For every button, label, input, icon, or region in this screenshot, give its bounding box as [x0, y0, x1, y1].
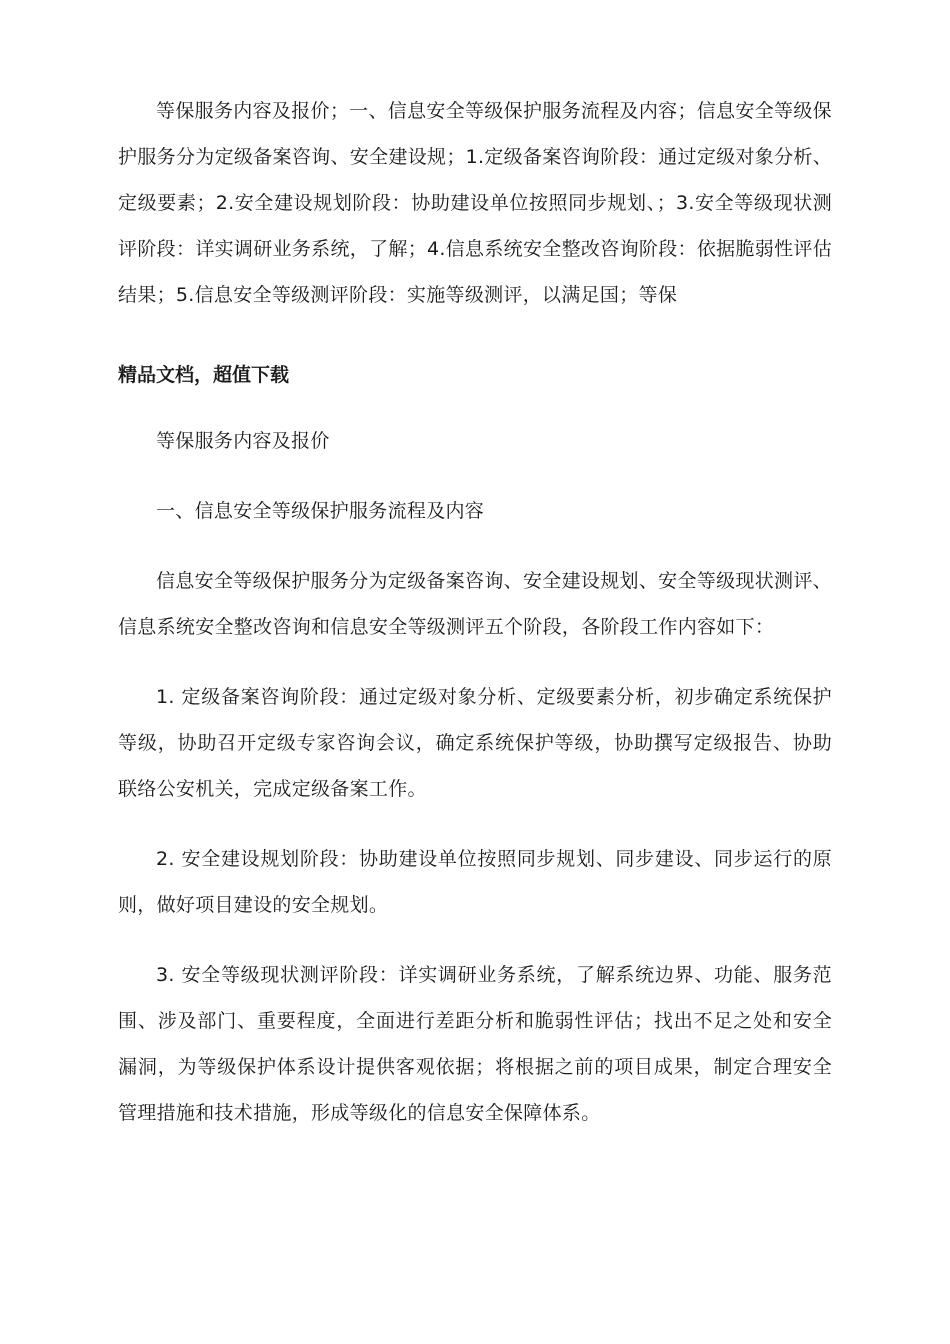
- document-title: 等保服务内容及报价: [156, 430, 330, 452]
- stage-paragraph-1: 1. 定级备案咨询阶段：通过定级对象分析、定级要素分析，初步确定系统保护等级，协助召开定级专家咨询会议，确定系统保护等级，协助撰写定级报告、协助联络公安机关，完成定级备案工作。: [118, 686, 832, 800]
- stage-paragraph-2: 2. 安全建设规划阶段：协助建设单位按照同步规划、同步建设、同步运行的原则，做好项目建设的安全规划。: [118, 848, 832, 916]
- section-heading: 一、信息安全等级保护服务流程及内容: [156, 500, 485, 522]
- summary-paragraph: 等保服务内容及报价；一、信息安全等级保护服务流程及内容；信息安全等级保护服务分为定级备案咨询、安全建设规；1.定级备案咨询阶段：通过定级对象分析、定级要素；2.安全建设规划阶段：协助建设单位按照同步规划、；3.安全等级现状测评阶段：详实调研业务系统，了解；4.信息系统安全整改咨询阶段：依据脆弱性评估结果；5.信息安全等级测评阶段：实施等级测评，以满足国；等保: [118, 100, 832, 306]
- intro-paragraph: 信息安全等级保护服务分为定级备案咨询、安全建设规划、安全等级现状测评、信息系统安全整改咨询和信息安全等级测评五个阶段，各阶段工作内容如下：: [118, 570, 832, 638]
- banner-text: 精品文档，超值下载: [118, 364, 290, 386]
- stage-paragraph-3: 3. 安全等级现状测评阶段：详实调研业务系统，了解系统边界、功能、服务范围、涉及部门、重要程度，全面进行差距分析和脆弱性评估；找出不足之处和安全漏洞，为等级保护体系设计提供客观依据；将根据之前的项目成果，制定合理安全管理措施和技术措施，形成等级化的信息安全保障体系。: [118, 964, 832, 1124]
